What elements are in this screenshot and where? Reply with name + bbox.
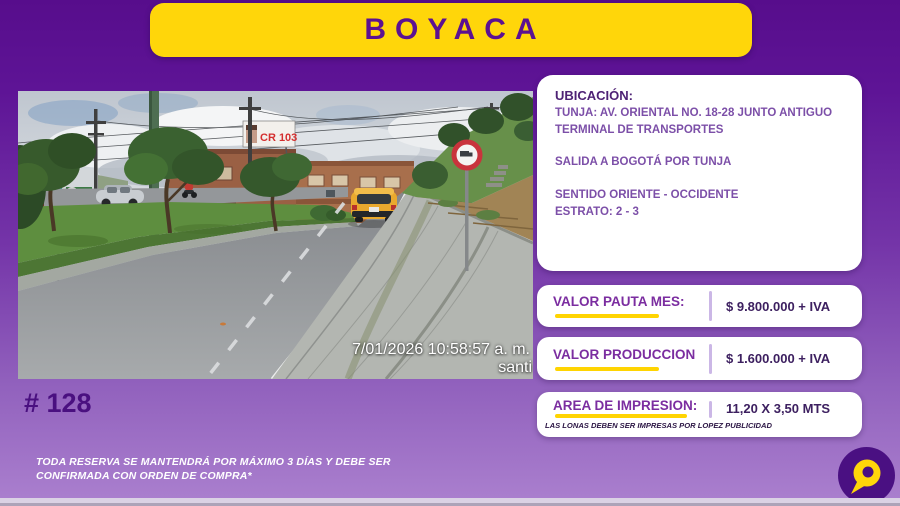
impresion-value: 11,20 X 3,50 MTS xyxy=(726,400,831,416)
footer-note xyxy=(36,456,466,483)
location-address: TUNJA: AV. ORIENTAL NO. 18-28 JUNTO ANTIGUO TERMINAL DE TRANSPORTES xyxy=(555,107,833,136)
impresion-underline xyxy=(555,414,687,418)
photo-watermark: santi xyxy=(498,359,532,377)
location-direction: SENTIDO ORIENTE - OCCIDENTE xyxy=(555,189,739,202)
pauta-divider xyxy=(709,291,712,321)
pauta-label: VALOR PAUTA MES: xyxy=(553,294,685,309)
produccion-underline xyxy=(555,367,659,371)
street-scene-illustration xyxy=(18,91,533,379)
location-route: SALIDA A BOGOTÁ POR TUNJA xyxy=(555,156,732,169)
produccion-card xyxy=(537,337,862,380)
impresion-divider xyxy=(709,401,712,418)
pauta-value: $ 9.800.000 + IVA xyxy=(726,298,831,314)
impresion-card xyxy=(537,392,862,437)
location-heading: UBICACIÓN: xyxy=(555,88,633,103)
site-photo xyxy=(18,91,533,379)
location-card xyxy=(537,75,862,271)
produccion-value: $ 1.600.000 + IVA xyxy=(726,351,831,366)
reference-number: # 128 xyxy=(24,388,92,418)
brand-logo xyxy=(838,447,895,504)
produccion-label: VALOR PRODUCCION xyxy=(553,346,696,362)
timestamp-text: 7/01/2026 10:58:57 a. m. xyxy=(352,341,530,359)
impresion-note: LAS LONAS DEBEN SER IMPRESAS POR LOPEZ PUBLICIDAD xyxy=(545,421,772,430)
billboard-text: CR 103 xyxy=(260,132,298,144)
footer-note-line1: TODA RESERVA SE MANTENDRÁ POR MÁXIMO 3 DÍAS Y DEBE SER xyxy=(36,456,391,468)
impresion-label: AREA DE IMPRESION: xyxy=(553,398,698,414)
produccion-divider xyxy=(709,344,712,374)
footer-note-line2: CONFIRMADA CON ORDEN DE COMPRA* xyxy=(36,469,252,482)
pauta-underline xyxy=(555,314,659,318)
brand-logo-icon xyxy=(838,447,895,504)
page-title: BOYACA xyxy=(364,13,546,46)
pauta-card xyxy=(537,285,862,327)
location-estrato: ESTRATO: 2 - 3 xyxy=(555,205,639,218)
title-banner xyxy=(150,3,752,57)
photo-timestamp xyxy=(352,341,530,377)
